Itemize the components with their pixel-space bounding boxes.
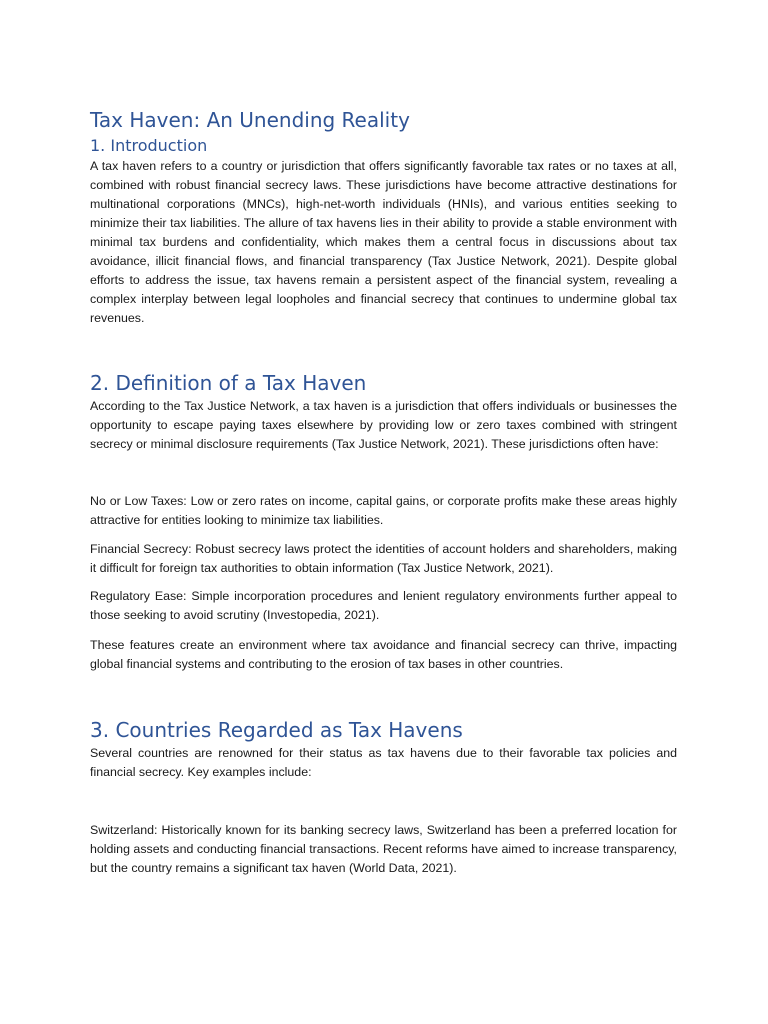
document-title: Tax Haven: An Unending Reality: [90, 108, 410, 132]
section-heading-countries: 3. Countries Regarded as Tax Havens: [90, 718, 463, 742]
list-item-no-low-taxes: No or Low Taxes: Low or zero rates on income, capital gains, or corporate profits make these areas highly attractive for entities looking to minimize tax liabilities.: [90, 494, 677, 527]
definition-conclusion-paragraph: These features create an environment where tax avoidance and financial secrecy can thrive, impacting global financial systems and contributing to the erosion of tax bases in other countries.: [90, 638, 677, 671]
list-item-regulatory-ease: Regulatory Ease: Simple incorporation procedures and lenient regulatory environments further appeal to those seeking to avoid scrutiny (Investopedia, 2021).: [90, 589, 677, 622]
section-heading-definition: 2. Definition of a Tax Haven: [90, 371, 367, 395]
list-item-switzerland: Switzerland: Historically known for its banking secrecy laws, Switzerland has been a preferred location for holding assets and conducting financial transactions. Recent reforms have aimed to increase transparency, but the country remains a significant tax haven (World Data, 2021).: [90, 823, 677, 875]
countries-intro-paragraph: Several countries are renowned for their status as tax havens due to their favorable tax policies and financial secrecy. Key examples include:: [90, 746, 677, 779]
introduction-paragraph: A tax haven refers to a country or jurisdiction that offers significantly favorable tax rates or no taxes at all, combined with robust financial secrecy laws. These jurisdictions have become attractive destinations for multinational corporations (MNCs), high-net-worth individuals (HNIs), and various entities seeking to minimize their tax liabilities. The allure of tax havens lies in their ability to provide a stable environment with minimal tax burdens and confidentiality, which makes them a central focus in discussions about tax avoidance, illicit financial flows, and financial transparency (Tax Justice Network, 2021). Despite global efforts to address the issue, tax havens remain a persistent aspect of the financial system, revealing a complex interplay between legal loopholes and financial secrecy that continues to undermine global tax revenues.: [90, 159, 677, 325]
section-heading-introduction: 1. Introduction: [90, 136, 208, 155]
definition-intro-paragraph: According to the Tax Justice Network, a tax haven is a jurisdiction that offers individuals or businesses the opportunity to escape paying taxes elsewhere by providing low or zero taxes combined with stringent secrecy or minimal disclosure requirements (Tax Justice Network, 2021). These jurisdictions often have:: [90, 399, 677, 451]
list-item-financial-secrecy: Financial Secrecy: Robust secrecy laws protect the identities of account holders and shareholders, making it difficult for foreign tax authorities to obtain information (Tax Justice Network, 2021).: [90, 542, 677, 575]
